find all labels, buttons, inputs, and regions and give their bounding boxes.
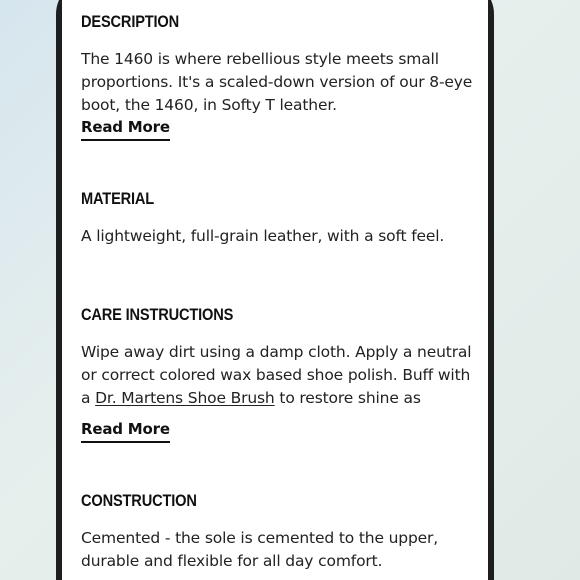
construction-section: [81, 491, 481, 573]
material-section: [81, 189, 481, 248]
construction-text: [81, 527, 481, 573]
care-instructions-text: [81, 341, 481, 410]
description-read-more-link[interactable]: Read More: [81, 118, 170, 141]
description-line: boot, the 1460, in Softy T leather.: [81, 96, 337, 114]
care-line-suffix: to restore shine as: [274, 389, 421, 407]
shoe-brush-link[interactable]: Dr. Martens Shoe Brush: [95, 389, 275, 407]
care-line-prefix: a: [81, 389, 96, 407]
construction-line: durable and flexible for all day comfort.: [81, 552, 383, 570]
construction-heading: CONSTRUCTION: [81, 491, 197, 510]
care-line: [81, 387, 481, 410]
description-section: [81, 12, 481, 136]
care-line: Wipe away dirt using a damp cloth. Apply a neutral: [81, 343, 472, 361]
care-instructions-heading: CARE INSTRUCTIONS: [81, 305, 234, 324]
material-text: [81, 225, 481, 248]
construction-line: Cemented - the sole is cemented to the upper,: [81, 529, 439, 547]
description-line: The 1460 is where rebellious style meets small: [81, 50, 439, 68]
description-text: [81, 48, 481, 117]
product-details-screen: [62, 0, 488, 580]
material-heading: MATERIAL: [81, 189, 155, 208]
care-line: or correct colored wax based shoe polish. Buff with: [81, 366, 471, 384]
care-read-more-link[interactable]: Read More: [81, 420, 170, 443]
description-line: proportions. It's a scaled-down version of our 8-eye: [81, 73, 473, 91]
material-line: A lightweight, full-grain leather, with a soft feel.: [81, 227, 445, 245]
description-heading: DESCRIPTION: [81, 12, 180, 31]
care-instructions-section: [81, 305, 481, 438]
